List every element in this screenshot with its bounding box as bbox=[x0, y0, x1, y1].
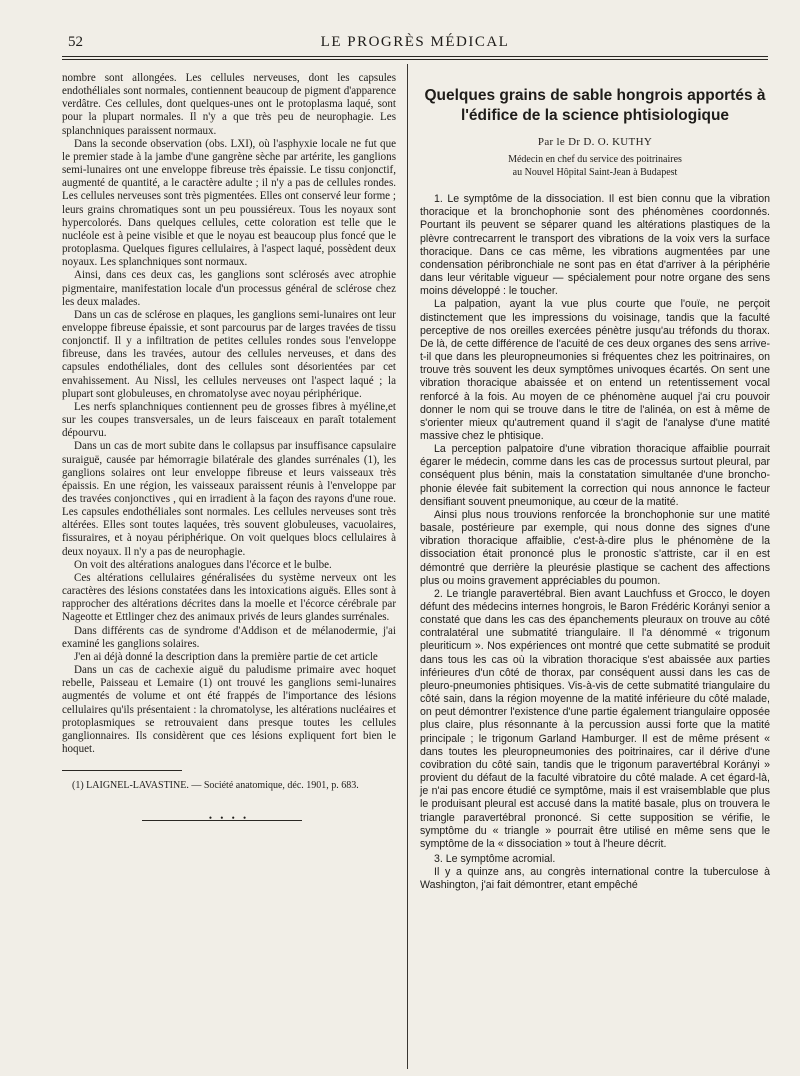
separator-ornament: • • • • bbox=[208, 813, 250, 824]
article-paragraph: Ainsi plus nous trouvions renforcée la bronchophonie sur une matité basale, postérieure par exemple, qui nous donne des signes d'une vibration thoracique affaiblie, c'est-à-dire plus le phénomène de la dissociation était prononcé plus le pronostic s'attriste, car il en est démontré que derrière la pleurésie plastique se cachent des affections plus ou moins gravement appréciables du poumon. bbox=[420, 508, 770, 587]
decorative-separator bbox=[62, 810, 396, 832]
left-paragraph: Ainsi, dans ces deux cas, les ganglions sont sclérosés avec atrophie pigmentaire, manifestation locale d'un processus général de sclérose chez les deux malades. bbox=[62, 269, 396, 308]
article-paragraph: Il y a quinze ans, au congrès international contre la tuberculose à Washington, j'ai fait démontrer, etant empêché bbox=[420, 866, 770, 892]
left-paragraph: nombre sont allongées. Les cellules nerveuses, dont les capsules endothéliales sont normales, contiennent beaucoup de pigment d'apparence verdâtre. Ces cellules, dont quelques-unes ont le protoplasma laqué, sont pour la plupart normales. Il n'y a que très peu de neurophagie. Les splanchniques paraissent normaux. bbox=[62, 72, 396, 137]
section-heading: 3. Le symptôme acromial. bbox=[434, 852, 556, 865]
left-paragraph: Ces altérations cellulaires généralisées du système nerveux ont les caractères des lésions constatées dans les intoxications aiguës. Elles sont à rapprocher des altérations décrites dans la moelle et l'écorce cérébrale par Nageotte et Ettlinger chez des animaux privés de leurs glandes surrénales. bbox=[62, 571, 396, 624]
article-body bbox=[420, 193, 770, 892]
article-byline: Par le Dr D. O. KUTHY bbox=[537, 136, 653, 148]
article-paragraph: La perception palpatoire d'une vibration thoracique affaiblie pourrait égarer le médecin, comme dans les cas de processus surtout pleural, par conséquent plus bénin, mais la constatation simultanée d'une broncho-phonie élevée fait subitement la correction qui nous annonce le facteur densifiant souvent pneumonique, au cœur de la matité. bbox=[420, 443, 770, 508]
left-paragraph: J'en ai déjà donné la description dans la première partie de cet article bbox=[74, 650, 378, 663]
author-affiliation-line2: au Nouvel Hôpital Saint-Jean à Budapest bbox=[512, 167, 678, 179]
column-divider bbox=[407, 64, 408, 1069]
running-header bbox=[62, 32, 768, 52]
header-rule-bottom bbox=[62, 59, 768, 60]
left-column bbox=[62, 72, 396, 832]
article-paragraph: 2. Le triangle paravertébral. Bien avant Lauchfuss et Grocco, le doyen défunt des médecins internes hongrois, le Baron Frédéric Korányi senior a constaté que dans les cas des épanchements pleuraux on trouve au côté contralatéral une submatité triangulaire. Il l'a dénommé « trigonum pleuriticum ». Nos expériences ont montré que cette submatité se produit dans tous les cas où la vibration thoracique s'est abaissée aux parties inférieures d'un côté de thorax, par conséquent aussi dans les cas de pleuro-pneumonies phtisiques. Vis-à-vis de cette submatité triangulaire du côté sain, dans la région moyenne de la matité inférieure du côté malade, on peut démontrer l'existence d'une partie également triangulaire opposée plus claire, plus résonnante à la percussion aussi forte que la matité principale ; le trigonum Garland Hamburger. Il est de même présent « dans toutes les pleuropneumonies des poitrinaires, car il dérive d'une covibration du côté sain, tandis que le trigonum paravertébral Korányi » provient du défaut de la faculté vibratoire du côté malade. A cet égard-là, je n'ai pas encore étudié ce symptôme, mais il est vraisemblable que plus le produisant pleural est accusé dans la matité basale, plus on trouvera le triangle paravertébral prononcé. Si cette supposition se vérifie, le symptôme du « triangle » pourrait être utilisé en même sens que le symptôme de la « dissociation » tout à l'heure décrit. bbox=[420, 587, 770, 850]
left-paragraph: On voit des altérations analogues dans l'écorce et le bulbe. bbox=[74, 558, 332, 571]
author-affiliation-line1: Médecin en chef du service des poitrinaires bbox=[508, 154, 682, 166]
right-column bbox=[420, 86, 770, 892]
left-paragraph: Dans un cas de cachexie aiguë du paludisme primaire avec hoquet rebelle, Paisseau et Lemaire (1) ont trouvé les ganglions semi-lunaires augmentés de volume et ont été frappés de l'importance des lésions cellulaires qu'ils présentaient : la chromatolyse, les altérations nucléaires et protoplasmiques se retrouvaient dans presque toutes les cellules ganglionnaires. Ils considèrent que ces lésions expliquent fort bien le hoquet. bbox=[62, 664, 396, 755]
article-paragraph: La palpation, ayant la vue plus courte que l'ouïe, ne perçoit distinctement que les impressions du voisinage, tandis que la faculté perceptive de nos oreilles exercées pénètre jusqu'au tréfonds du thorax. De là, de cette différence de l'acuité de ces deux organes des sens arrive-t-il que dans les pleuropneumonies si fréquentes chez les poitrinaires, on trouve très souvent les deux symptômes univoques écartés. On sent une vibration thoracique abaissée et on entend un retentissement vocal renforcé à la fois. Au moyen de ce phénomène auquel j'ai cru pouvoir donner le nom qui se trouve dans le titre de l'alinéa, on est à même de s'orienter mieux qu'autrement quand il s'agit de l'analyse d'une matité massive chez le phtisique. bbox=[420, 298, 770, 442]
page-number: 52 bbox=[68, 34, 83, 50]
left-paragraph: Dans différents cas de syndrome d'Addison et de mélanodermie, j'ai examiné les ganglions solaires. bbox=[62, 624, 396, 650]
article-title: Quelques grains de sable hongrois apportés à l'édifice de la science phtisiologique bbox=[424, 87, 766, 124]
journal-title: LE PROGRÈS MÉDICAL bbox=[320, 34, 510, 50]
footnote: (1) LAIGNEL-LAVASTINE. — Société anatomique, déc. 1901, p. 683. bbox=[72, 780, 359, 792]
footnote-rule bbox=[62, 770, 182, 771]
left-paragraph: Dans un cas de sclérose en plaques, les ganglions semi-lunaires ont leur enveloppe fibreuse épaissie, et sont parcourus par de larges travées de tissu conjonctif. Il y a infiltration de petites cellules rondes sous l'enveloppe fibreuse, dans les travées, autour des cellules nerveuses, et dans des capsules endothéliales, dont des cellules sont désorientées par cet envahissement. Au Nissl, les cellules nerveuses ont l'aspect laqué ; la plupart sont globuleuses, en chromatolyse avec noyau périphérique. bbox=[62, 308, 396, 400]
left-paragraph: Dans un cas de mort subite dans le collapsus par insuffisance capsulaire suraiguë, causée par hémorragie bilatérale des glandes surrénales (1), les ganglions solaires ont leur enveloppe fibreuse et leurs vaisseaux très épaissis. En une région, les vaisseaux paraissent réunis à l'enveloppe par des travées conjonctives , qui en irradient à la façon des rayons d'une roue. Les capsules endothéliales sont normales. Les cellules nerveuses sont très altérées. Elles sont toutes laquées, très souvent globuleuses, vacuolaires, fissuraires, et à noyau périphérique. On voit quelques blocs cellulaires à deux noyaux. Il n'y a pas de neurophagie. bbox=[62, 440, 396, 558]
article-paragraph: 1. Le symptôme de la dissociation. Il est bien connu que la vibration thoracique et la bronchophonie sont des phénomènes coordonnés. Pourtant ils peuvent se séparer quand les altérations plastiques de la plèvre contrecarrent le transport des vibrations de la voix vers la surface thoracique. Dans ce cas même, les vibrations augmentées par une condensation péribronchiale ne sont pas en état d'arriver à la périphérie dans leur véritable vigueur — spécialement pour notre organe des sens moins développé : le toucher. bbox=[420, 193, 770, 298]
left-paragraph: Dans la seconde observation (obs. LXI), où l'asphyxie locale ne fut que le premier stade à la jambe d'une gangrène sèche par artérite, les ganglions semi-lunaires ont une enveloppe fibreuse très épaissie. Le tissu conjonctif, augmenté de quantité, a le caractère adulte ; il n'y a pas de cellules rondes. Les cellules nerveuses sont très pigmentées. Elles ont conservé leur forme ; leurs grains chromatiques sont un peu poussiéreux. Tous les noyaux sont hypercolorés. Dans quelques cellules, cette coloration est telle que le nucléole est à peine visible et que le noyau est beaucoup plus foncé que le protoplasma. Quelques figures cellulaires, à l'aspect laqué, possèdent deux noyaux. Les splanchniques sont normaux. bbox=[62, 137, 396, 269]
left-paragraph: Les nerfs splanchniques contiennent peu de grosses fibres à myéline,et sur les coupes transversales, un de leurs faisceaux en paraît totalement dépourvu. bbox=[62, 400, 396, 440]
header-rule-top bbox=[62, 56, 768, 57]
